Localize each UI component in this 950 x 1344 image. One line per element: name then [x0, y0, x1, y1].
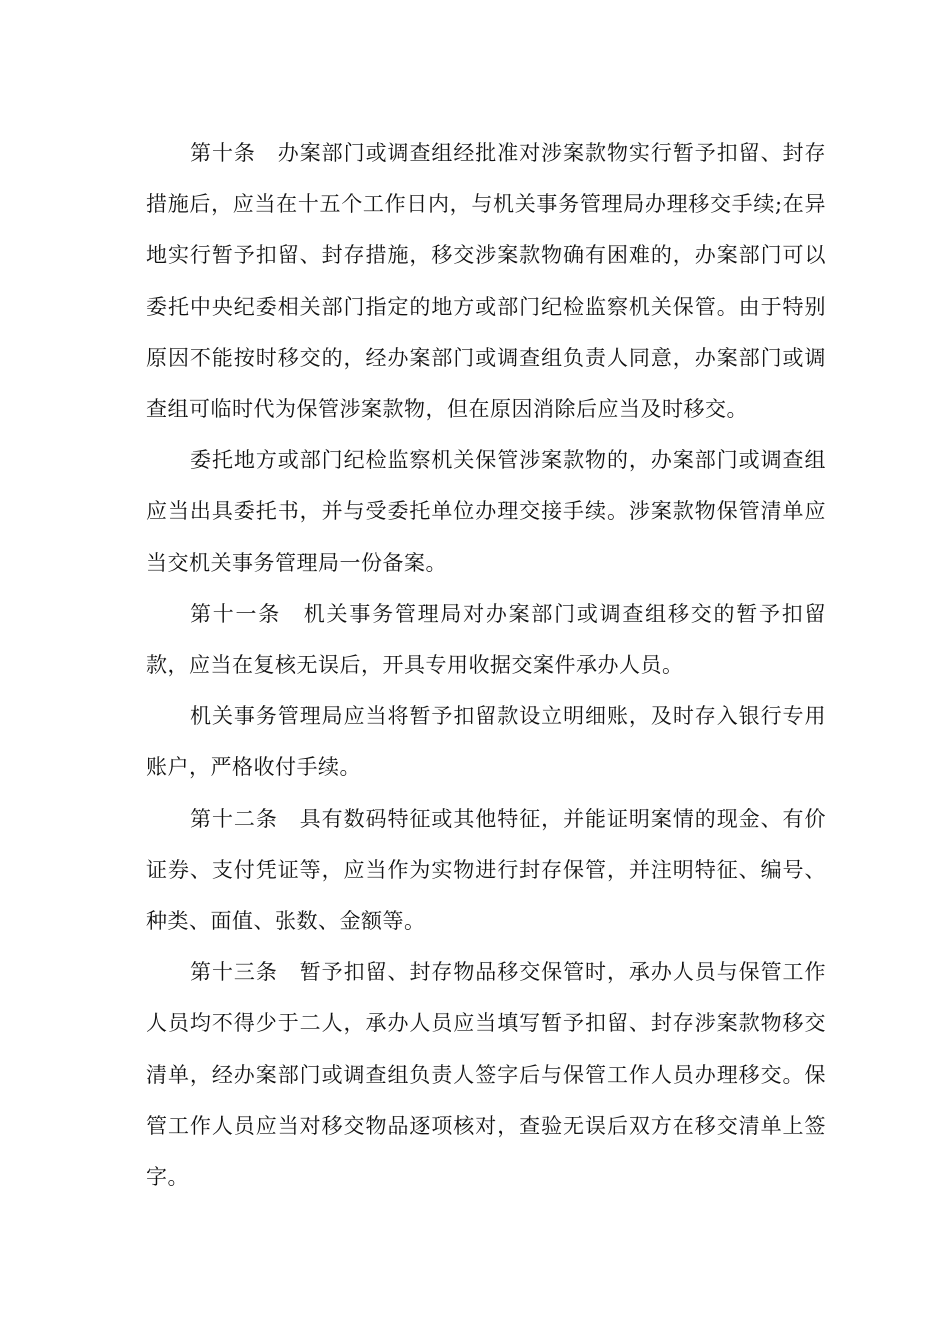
article-11-account-paragraph: 机关事务管理局应当将暂予扣留款设立明细账，及时存入银行专用账户，严格收付手续。	[146, 704, 826, 780]
article-12-paragraph: 第十二条 具有数码特征或其他特征，并能证明案情的现金、有价证券、支付凭证等，应当作为实物进行封存保管，并注明特征、编号、种类、面值、张数、金额等。	[146, 806, 826, 934]
article-11-paragraph: 第十一条 机关事务管理局对办案部门或调查组移交的暂予扣留款，应当在复核无误后，开具专用收据交案件承办人员。	[146, 601, 826, 678]
article-13-paragraph: 第十三条 暂予扣留、封存物品移交保管时，承办人员与保管工作人员均不得少于二人，承办人员应当填写暂予扣留、封存涉案款物移交清单，经办案部门或调查组负责人签字后与保管工作人员办理移交。保管工作人员应当对移交物品逐项核对，查验无误后双方在移交清单上签字。	[146, 960, 826, 1190]
document-body	[146, 128, 826, 1203]
article-10-entrust-paragraph: 委托地方或部门纪检监察机关保管涉案款物的，办案部门或调查组应当出具委托书，并与受委托单位办理交接手续。涉案款物保管清单应当交机关事务管理局一份备案。	[146, 448, 826, 575]
article-10-paragraph: 第十条 办案部门或调查组经批准对涉案款物实行暂予扣留、封存措施后，应当在十五个工作日内，与机关事务管理局办理移交手续;在异地实行暂予扣留、封存措施，移交涉案款物确有困难的，办案部门可以委托中央纪委相关部门指定的地方或部门纪检监察机关保管。由于特别原因不能按时移交的，经办案部门或调查组负责人同意，办案部门或调查组可临时代为保管涉案款物，但在原因消除后应当及时移交。	[146, 141, 826, 422]
